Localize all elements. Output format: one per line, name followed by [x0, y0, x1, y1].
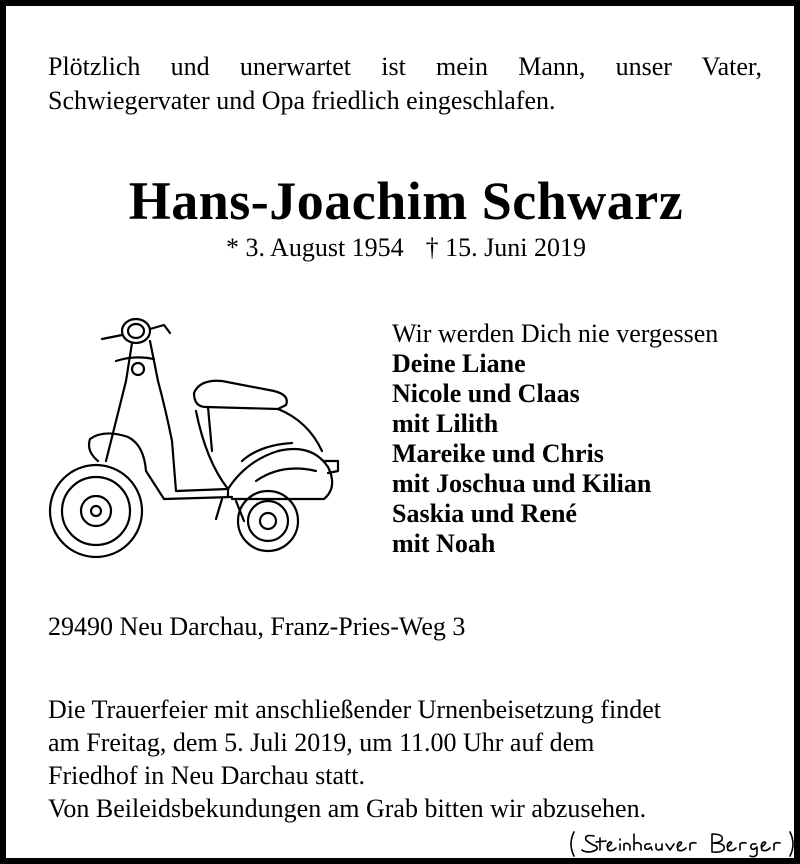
- family-member: Saskia und René: [392, 499, 577, 528]
- birth-date: * 3. August 1954: [225, 233, 404, 262]
- family-lead: Wir werden Dich nie vergessen: [392, 319, 719, 348]
- life-dates: [6, 233, 800, 263]
- service-line: Von Beileidsbekundungen am Grab bitten wir abzusehen.: [48, 794, 647, 823]
- deceased-name: Hans-Joachim Schwarz: [128, 171, 684, 231]
- family-member: mit Joschua und Kilian: [392, 469, 652, 498]
- intro-text: [48, 50, 762, 118]
- address: 29490 Neu Darchau, Franz-Pries-Weg 3: [48, 612, 466, 641]
- service-info: [48, 693, 768, 825]
- service-line: Friedhof in Neu Darchau statt.: [48, 761, 365, 790]
- family-signoff: [392, 319, 772, 559]
- service-line: am Freitag, dem 5. Juli 2019, um 11.00 Uhr auf dem: [48, 728, 595, 757]
- family-member: mit Lilith: [392, 409, 499, 438]
- signature-logo: [566, 828, 798, 860]
- service-line: Die Trauerfeier mit anschließender Urnenbeisetzung findet: [48, 695, 661, 724]
- family-member: Nicole und Claas: [392, 379, 580, 408]
- death-date: † 15. Juni 2019: [425, 233, 587, 262]
- family-member: Mareike und Chris: [392, 439, 604, 468]
- family-member: Deine Liane: [392, 349, 526, 378]
- intro-line-2: Schwiegervater und Opa friedlich eingeschlafen.: [48, 86, 556, 115]
- family-member: mit Noah: [392, 529, 496, 558]
- intro-line-1: Plötzlich und unerwartet ist mein Mann, unser Vater,: [48, 52, 762, 81]
- scooter-icon: [46, 311, 366, 581]
